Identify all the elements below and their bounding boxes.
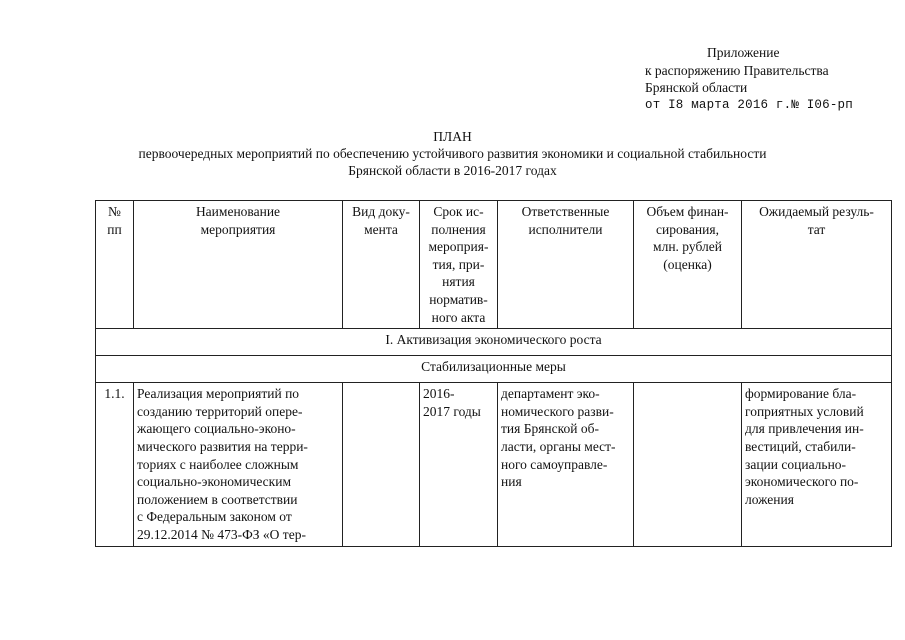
appendix-block bbox=[645, 44, 895, 114]
section-title: I. Активизация экономического роста bbox=[96, 329, 892, 356]
header-deadline: Срок ис- полнения мероприя- тия, при- нятия норматив- ного акта bbox=[420, 201, 498, 329]
plan-table bbox=[95, 200, 892, 547]
row-activity-name: Реализация мероприятий по созданию территорий опере- жающего социально-эконо- мического развития на терри- ториях с наиболее сложным социально-экономическим положением в соответствии с Федеральным законом от 29.12.2014 № 473-ФЗ «О тер- bbox=[134, 383, 343, 546]
appendix-date-number: от I8 марта 2016 г.№ I06-рп bbox=[645, 97, 853, 112]
row-expected-result: формирование бла- гоприятных условий для привлечения ин- вестиций, стабили- зации социально- экономического по- ложения bbox=[742, 383, 892, 546]
row-number: 1.1. bbox=[96, 383, 134, 546]
header-activity-name: Наименование мероприятия bbox=[134, 201, 343, 329]
header-responsible: Ответственные исполнители bbox=[498, 201, 634, 329]
document-title bbox=[0, 128, 905, 179]
appendix-region: Брянской области bbox=[645, 80, 748, 95]
subsection-title: Стабилизационные меры bbox=[96, 356, 892, 383]
row-responsible: департамент эко- номического разви- тия Брянской об- ласти, органы мест- ного самоуправле- ния bbox=[498, 383, 634, 546]
plan-subtitle: первоочередных мероприятий по обеспечению устойчивого развития экономики и социальной стабильности bbox=[138, 146, 767, 161]
header-expected-result: Ожидаемый резуль- тат bbox=[742, 201, 892, 329]
subsection-row bbox=[96, 356, 892, 383]
header-funding: Объем финан- сирования, млн. рублей (оценка) bbox=[634, 201, 742, 329]
appendix-title: Приложение bbox=[707, 45, 780, 60]
row-deadline: 2016- 2017 годы bbox=[420, 383, 498, 546]
section-row bbox=[96, 329, 892, 356]
plan-subtitle-years: Брянской области в 2016-2017 годах bbox=[348, 163, 557, 178]
row-document-type bbox=[343, 383, 420, 546]
plan-heading: ПЛАН bbox=[433, 129, 472, 144]
table-row bbox=[96, 383, 892, 546]
header-document-type: Вид доку- мента bbox=[343, 201, 420, 329]
header-number: № пп bbox=[96, 201, 134, 329]
table-header-row bbox=[96, 201, 892, 329]
appendix-order-ref: к распоряжению Правительства bbox=[645, 62, 829, 78]
row-funding bbox=[634, 383, 742, 546]
